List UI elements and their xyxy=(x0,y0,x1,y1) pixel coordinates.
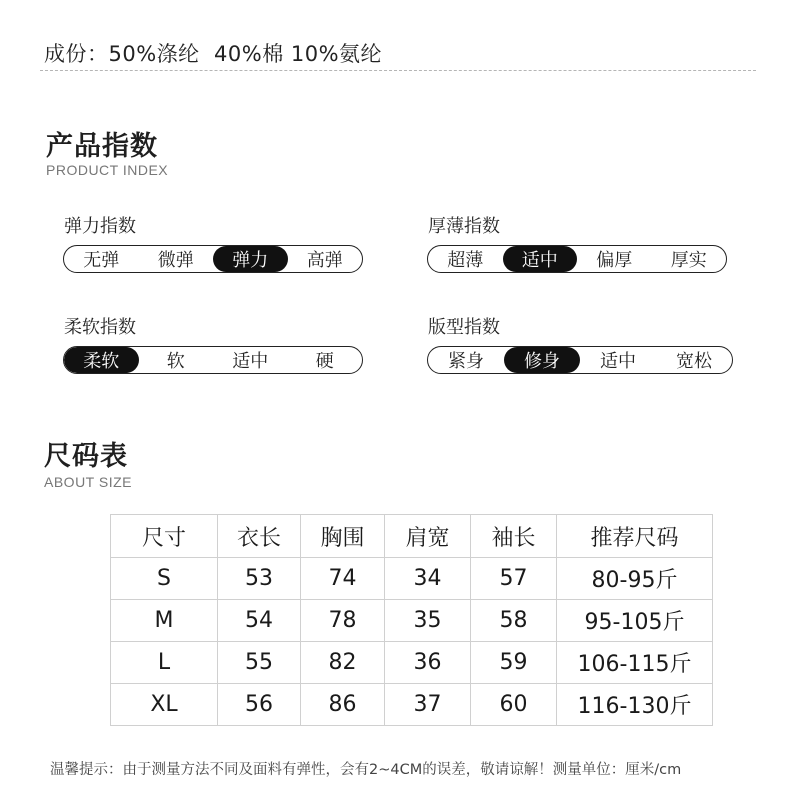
table-cell: 78 xyxy=(301,600,385,642)
product-index-title: 产品指数 xyxy=(46,131,158,162)
table-cell: 82 xyxy=(301,642,385,684)
composition-text: 成份：50%涤纶 40%棉 10%氨纶 xyxy=(44,42,383,66)
table-cell: 34 xyxy=(385,558,471,600)
index-option: 宽松 xyxy=(676,351,712,372)
index-option-selected: 弹力 xyxy=(213,246,288,272)
table-header: 推荐尺码 xyxy=(557,515,713,558)
product-index-subtitle: PRODUCT INDEX xyxy=(46,162,169,178)
table-cell: 59 xyxy=(471,642,557,684)
index-option: 硬 xyxy=(315,351,334,372)
table-header: 胸围 xyxy=(301,515,385,558)
table-cell: S xyxy=(111,558,218,600)
table-cell: 35 xyxy=(385,600,471,642)
table-cell: 106-115斤 xyxy=(557,642,713,684)
index-option: 高弹 xyxy=(306,250,343,271)
footnote-text: 温馨提示：由于测量方法不同及面料有弹性，会有2~4CM的误差，敬请谅解！测量单位：厘米/cm xyxy=(50,762,682,778)
index-option: 紧身 xyxy=(448,351,484,372)
table-header: 尺寸 xyxy=(111,515,218,558)
index-option-selected: 修身 xyxy=(504,347,580,373)
table-cell: 60 xyxy=(471,684,557,726)
size-table xyxy=(110,514,713,726)
table-cell: 58 xyxy=(471,600,557,642)
index-option: 超薄 xyxy=(447,250,484,271)
table-cell: 36 xyxy=(385,642,471,684)
index-scale-softness xyxy=(63,346,363,374)
index-option: 厚实 xyxy=(670,250,707,271)
index-option: 无弹 xyxy=(83,250,120,271)
table-cell: 74 xyxy=(301,558,385,600)
index-option: 微弹 xyxy=(157,250,194,271)
table-header-row xyxy=(111,515,713,558)
index-option-selected: 适中 xyxy=(503,246,578,272)
index-label-elasticity: 弹力指数 xyxy=(64,216,136,237)
table-cell: 116-130斤 xyxy=(557,684,713,726)
table-cell: XL xyxy=(111,684,218,726)
index-label-thickness: 厚薄指数 xyxy=(428,216,500,237)
table-row xyxy=(111,558,713,600)
index-label-fit: 版型指数 xyxy=(428,317,500,338)
index-label-softness: 柔软指数 xyxy=(64,317,136,338)
size-chart-subtitle: ABOUT SIZE xyxy=(44,474,132,490)
index-option-selected: 柔软 xyxy=(64,347,139,373)
table-row xyxy=(111,642,713,684)
table-cell: 54 xyxy=(218,600,301,642)
table-cell: 80-95斤 xyxy=(557,558,713,600)
table-cell: L xyxy=(111,642,218,684)
index-option: 适中 xyxy=(232,351,269,372)
size-chart-title: 尺码表 xyxy=(44,441,128,472)
table-header: 衣长 xyxy=(218,515,301,558)
dashed-divider xyxy=(40,70,756,71)
table-cell: 55 xyxy=(218,642,301,684)
index-option: 适中 xyxy=(600,351,636,372)
index-scale-thickness xyxy=(427,245,727,273)
index-option: 偏厚 xyxy=(596,250,633,271)
table-header: 袖长 xyxy=(471,515,557,558)
index-option: 软 xyxy=(166,351,185,372)
table-row xyxy=(111,600,713,642)
table-cell: 86 xyxy=(301,684,385,726)
table-cell: 95-105斤 xyxy=(557,600,713,642)
index-scale-elasticity xyxy=(63,245,363,273)
table-cell: M xyxy=(111,600,218,642)
table-cell: 57 xyxy=(471,558,557,600)
table-cell: 56 xyxy=(218,684,301,726)
table-cell: 37 xyxy=(385,684,471,726)
table-header: 肩宽 xyxy=(385,515,471,558)
table-row xyxy=(111,684,713,726)
index-scale-fit xyxy=(427,346,733,374)
table-cell: 53 xyxy=(218,558,301,600)
